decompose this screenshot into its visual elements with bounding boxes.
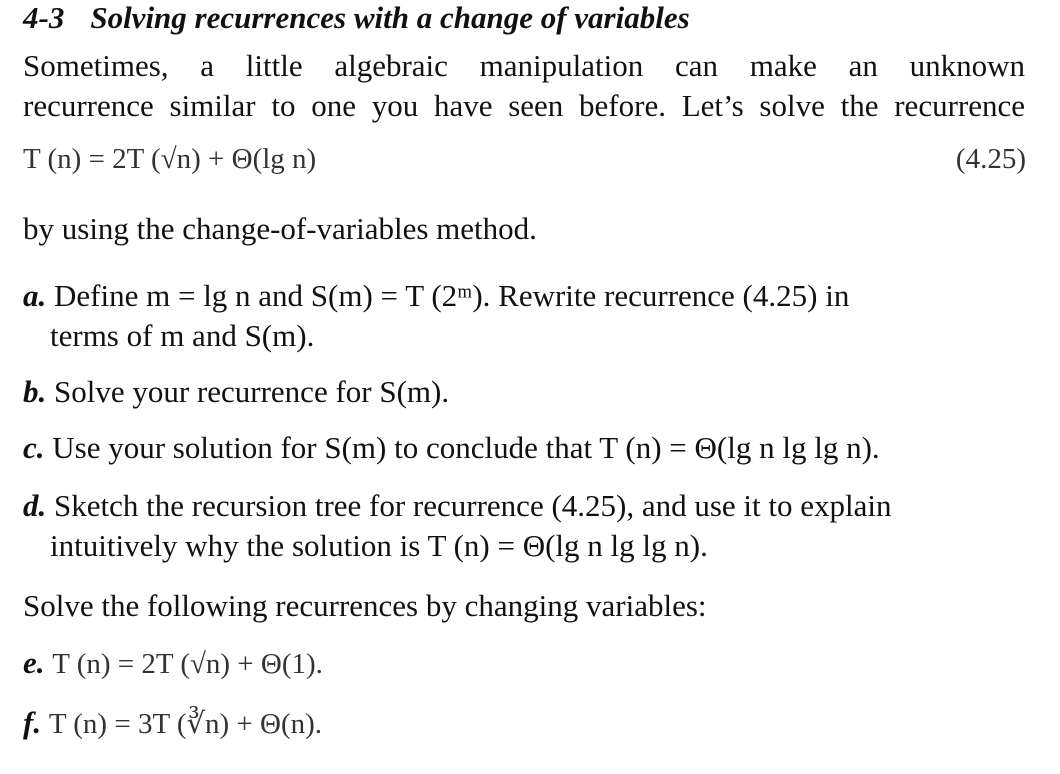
part-d-label: d. [23,488,47,523]
part-a-line-2: terms of m and S(m). [50,318,315,353]
part-e [23,645,323,681]
part-a-text: Define m = lg n and S(m) = T (2ᵐ). Rewrite recurrence (4.25) in [54,278,850,313]
section-number: 4-3 [23,0,65,35]
following-line: Solve the following recurrences by changing variables: [23,588,707,623]
part-d-line-2: intuitively why the solution is T (n) = Θ(lg n lg lg n). [50,528,708,563]
part-b-text: Solve your recurrence for S(m). [54,374,450,409]
display-equation: T (n) = 2T (√n) + Θ(lg n) [23,143,317,175]
method-line: by using the change-of-variables method. [23,211,537,246]
part-a-line-1 [23,278,849,314]
part-c-label: c. [23,430,45,465]
part-b [23,374,449,410]
section-heading [23,0,690,36]
part-a-label: a. [23,278,47,313]
part-d-line-1 [23,488,892,524]
part-f [23,705,322,741]
equation-number: (4.25) [955,143,1026,175]
part-f-label: f. [23,705,42,740]
part-e-text: T (n) = 2T (√n) + Θ(1). [52,648,323,680]
part-c-text: Use your solution for S(m) to conclude that T (n) = Θ(lg n lg lg n). [52,430,880,465]
intro-line-1: Sometimes, a little algebraic manipulation can make an unknown [23,48,1025,83]
intro-line-2: recurrence similar to one you have seen before. Let’s solve the recurrence [23,88,1025,123]
part-e-label: e. [23,645,45,680]
section-title: Solving recurrences with a change of variables [90,0,690,35]
part-c [23,430,880,466]
part-d-text: Sketch the recursion tree for recurrence (4.25), and use it to explain [54,488,892,523]
part-f-text: T (n) = 3T (∛n) + Θ(n). [48,708,323,740]
part-b-label: b. [23,374,47,409]
